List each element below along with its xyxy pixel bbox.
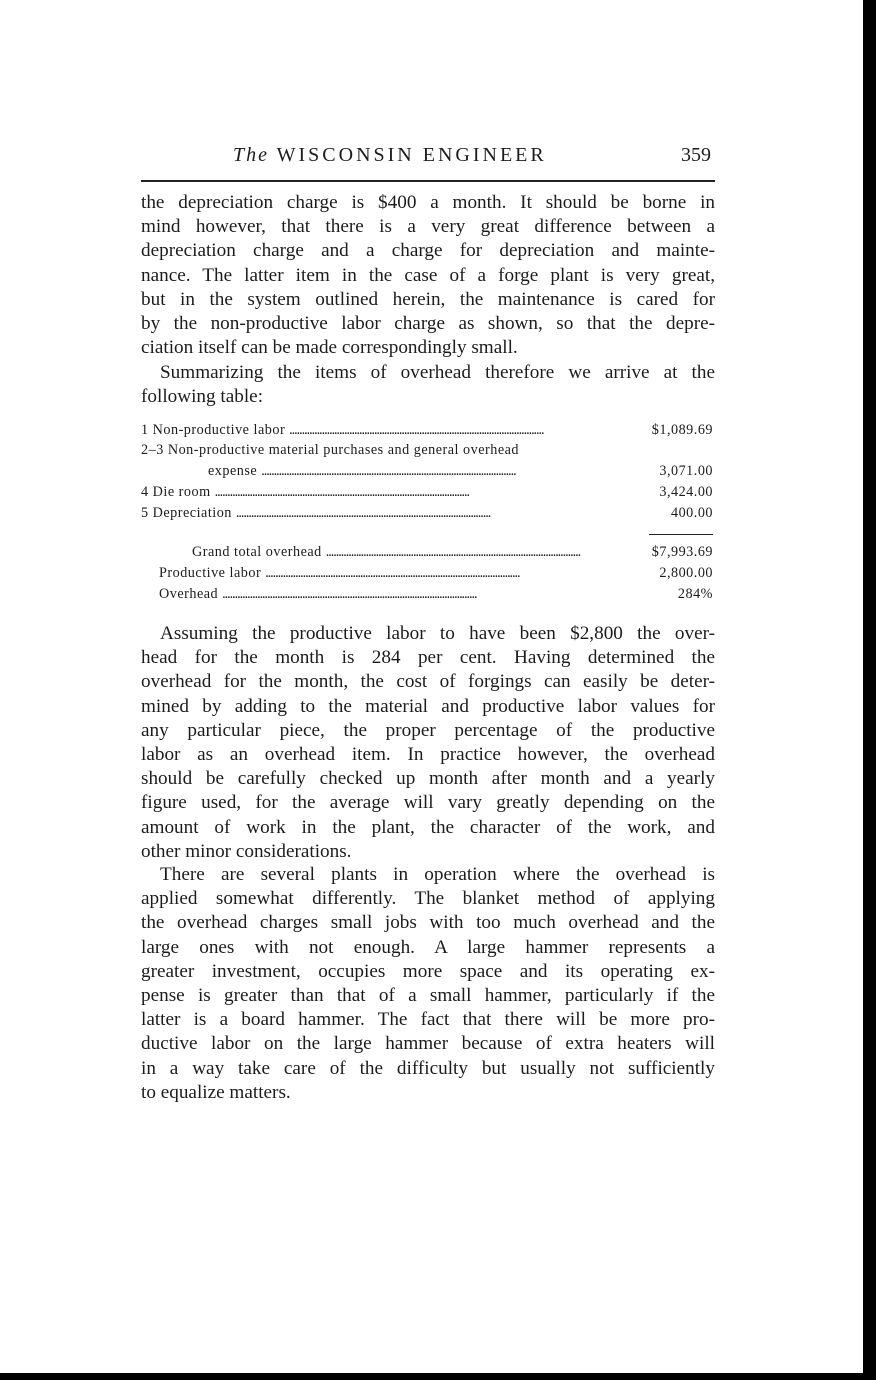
text-line: but in the system outlined herein, the maintenance is cared for (141, 288, 715, 310)
row-label: 5 Depreciation (141, 505, 232, 521)
row-value: $1,089.69 (651, 422, 713, 438)
table-row (141, 422, 713, 442)
table-row (208, 463, 713, 483)
text-line: ductive labor on the large hammer because of extra heaters will (141, 1033, 715, 1055)
text-line: in a way take care of the difficulty but usually not sufficiently (141, 1057, 715, 1079)
paragraph-summarizing (141, 361, 715, 409)
row-label: expense (208, 463, 258, 479)
text-line: Assuming the productive labor to have been $2,800 the over- (160, 623, 715, 644)
table-row (141, 442, 713, 462)
text-line: labor as an overhead item. In practice however, the overhead (141, 743, 715, 765)
text-line: other minor considerations. (141, 840, 352, 862)
text-line: ciation itself can be made correspondingly small. (141, 337, 518, 359)
text-line: following table: (141, 386, 264, 408)
text-line: should be carefully checked up month after month and a yearly (141, 768, 715, 790)
row-label: 4 Die room (141, 484, 211, 500)
table-row (141, 505, 713, 525)
row-value: $7,993.69 (651, 544, 713, 560)
row-value: 284% (677, 586, 713, 602)
table-row-total (159, 565, 713, 585)
total-rule (649, 534, 713, 535)
row-label: Grand total overhead (192, 544, 322, 560)
table-row-total (159, 586, 713, 606)
text-line: large ones with not enough. A large hammer represents a (141, 936, 715, 958)
row-label: Productive labor (159, 565, 262, 581)
row-value: 2,800.00 (659, 565, 713, 581)
journal-title-name: WISCONSIN ENGINEER (276, 144, 547, 166)
row-label: 1 Non-productive labor (141, 422, 286, 438)
text-line: greater investment, occupies more space and its operating ex- (141, 960, 715, 982)
table-row (141, 484, 713, 504)
leader-dots (289, 422, 639, 439)
leader-dots (265, 565, 639, 582)
page-number: 359 (681, 144, 711, 166)
text-line: depreciation charge and a charge for depreciation and mainte- (141, 240, 715, 262)
text-line: the depreciation charge is $400 a month. It should be borne in (141, 192, 715, 213)
text-line: by the non-productive labor charge as shown, so that the depre- (141, 312, 715, 334)
text-line: head for the month is 284 per cent. Having determined the (141, 647, 715, 669)
text-line: the overhead charges small jobs with too much overhead and the (141, 912, 715, 934)
text-line: any particular piece, the proper percentage of the productive (141, 719, 715, 741)
journal-title (233, 144, 547, 167)
row-label: 2–3 Non-productive material purchases and general overhead (141, 442, 520, 458)
text-line: latter is a board hammer. The fact that there will be more pro- (141, 1009, 715, 1031)
text-line: nance. The latter item in the case of a forge plant is very great, (141, 264, 715, 286)
paragraph-depreciation (141, 191, 715, 360)
text-line: to equalize matters. (141, 1081, 291, 1103)
paragraph-assuming (141, 622, 715, 864)
leader-dots (236, 505, 639, 522)
header-rule (141, 180, 715, 182)
text-line: mind however, that there is a very great difference between a (141, 216, 715, 238)
table-row-total (192, 544, 713, 564)
scan-edge-right (863, 0, 876, 1380)
row-value: 400.00 (670, 505, 713, 521)
paragraph-several-plants (141, 863, 715, 1105)
text-line: figure used, for the average will vary greatly depending on the (141, 792, 715, 814)
leader-dots (215, 484, 639, 501)
text-line: mined by adding to the material and productive labor values for (141, 695, 715, 717)
leader-dots (261, 463, 639, 480)
scan-edge-bottom (0, 1373, 876, 1380)
row-label: Overhead (159, 586, 219, 602)
journal-title-the: The (233, 144, 269, 166)
text-line: applied somewhat differently. The blanket method of applying (141, 888, 715, 910)
row-value: 3,424.00 (659, 484, 713, 500)
text-line: overhead for the month, the cost of forgings can easily be deter- (141, 671, 715, 693)
text-line: pense is greater than that of a small hammer, particularly if the (141, 984, 715, 1006)
row-value: 3,071.00 (659, 463, 713, 479)
text-line: There are several plants in operation where the overhead is (160, 864, 715, 885)
leader-dots (222, 586, 639, 603)
running-head (141, 144, 715, 170)
leader-dots (326, 544, 639, 561)
text-line: Summarizing the items of overhead therefore we arrive at the (160, 362, 715, 383)
text-line: amount of work in the plant, the character of the work, and (141, 816, 715, 838)
